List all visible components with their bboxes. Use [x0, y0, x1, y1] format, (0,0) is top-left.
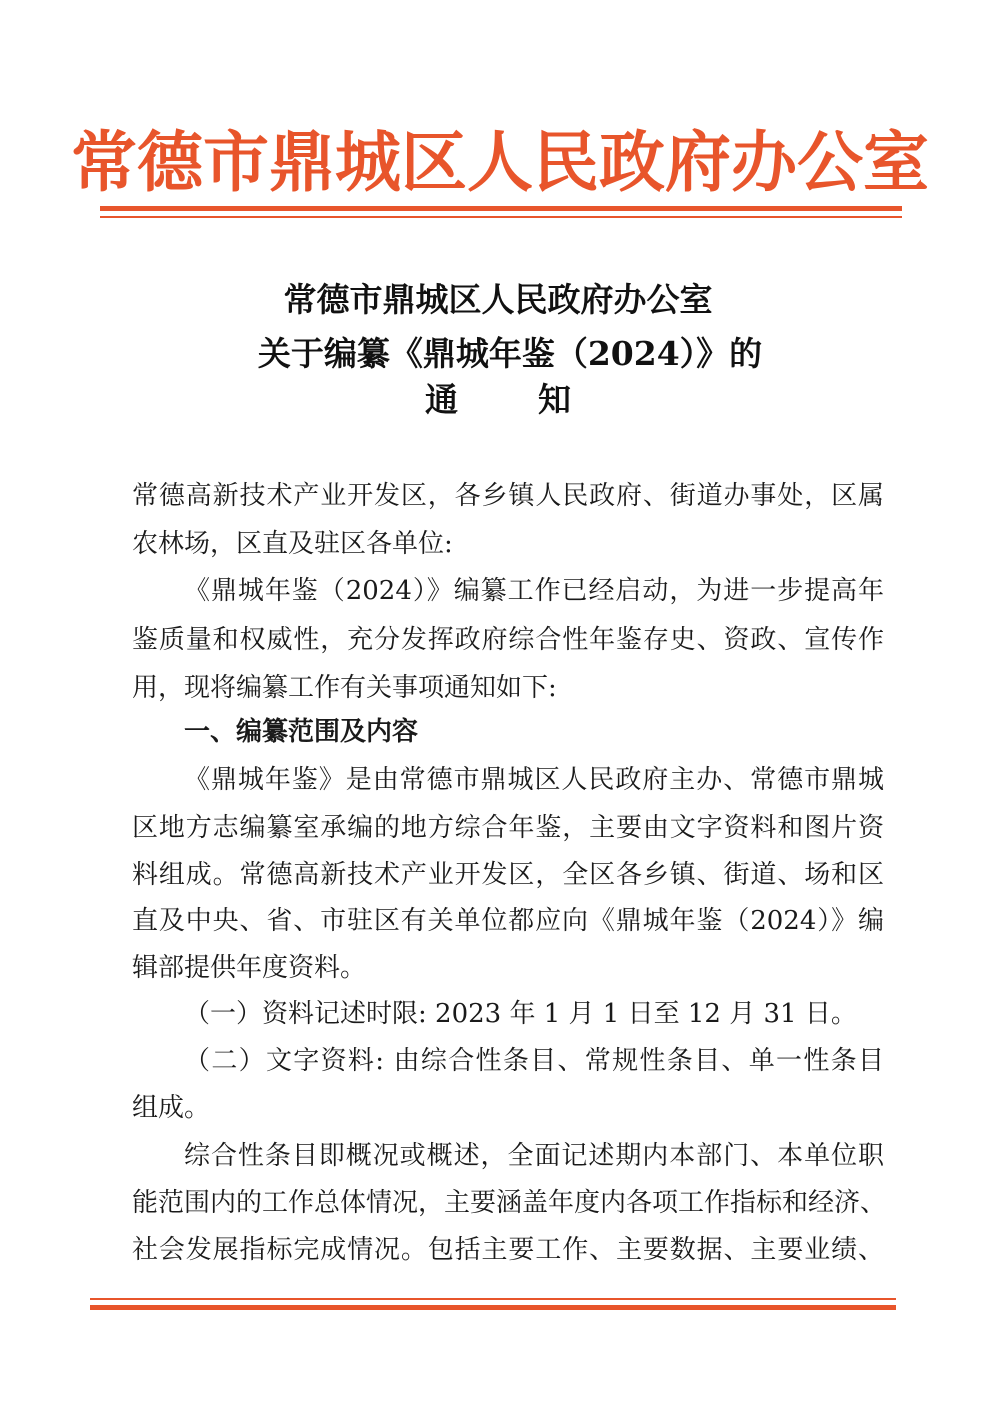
section-heading-1: 一、编纂范围及内容 — [184, 717, 419, 747]
notice-title-line-3 — [0, 380, 1000, 420]
body-line-8: 区地方志编纂室承编的地方综合年鉴，主要由文字资料和图片资 — [132, 813, 884, 843]
body-line-15: 综合性条目即概况或概述，全面记述期内本部门、本单位职 — [184, 1141, 884, 1171]
body-line-5: 用，现将编纂工作有关事项通知如下: — [132, 673, 557, 703]
body-line-7: 《鼎城年鉴》是由常德市鼎城区人民政府主办、常德市鼎城 — [184, 765, 884, 795]
body-line-10: 直及中央、省、市驻区有关单位都应向《鼎城年鉴（2024）》编 — [132, 906, 884, 936]
body-line-1: 常德高新技术产业开发区，各乡镇人民政府、街道办事处，区属 — [132, 481, 884, 511]
footer-rule-thin — [90, 1298, 896, 1300]
letterhead-rule-thick — [100, 206, 902, 211]
notice-title-char-2: 知 — [538, 380, 575, 419]
footer-rule-thick — [90, 1305, 896, 1310]
body-line-17: 社会发展指标完成情况。包括主要工作、主要数据、主要业绩、 — [132, 1235, 884, 1265]
notice-title-char-1: 通 — [425, 380, 462, 419]
letterhead-title: 常德市鼎城区人民政府办公室 — [71, 124, 929, 201]
notice-title-line-1: 常德市鼎城区人民政府办公室 — [283, 280, 713, 319]
body-line-16: 能范围内的工作总体情况，主要涵盖年度内各项工作指标和经济、 — [132, 1188, 887, 1218]
notice-title-line-2: 关于编纂《鼎城年鉴（2024）》的 — [257, 334, 763, 373]
body-line-9: 料组成。常德高新技术产业开发区，全区各乡镇、街道、场和区 — [132, 860, 884, 890]
letterhead-rule-thin — [100, 216, 902, 218]
body-line-14: 组成。 — [132, 1093, 211, 1123]
body-line-11: 辑部提供年度资料。 — [132, 953, 367, 983]
body-line-12: （一）资料记述时限: 2023 年 1 月 1 日至 12 月 31 日。 — [184, 999, 857, 1029]
body-line-2: 农林场，区直及驻区各单位: — [132, 529, 453, 559]
body-line-3: 《鼎城年鉴（2024）》编纂工作已经启动，为进一步提高年 — [184, 576, 884, 606]
body-line-13: （二）文字资料: 由综合性条目、常规性条目、单一性条目 — [184, 1046, 884, 1076]
body-line-4: 鉴质量和权威性，充分发挥政府综合性年鉴存史、资政、宣传作 — [132, 625, 884, 655]
